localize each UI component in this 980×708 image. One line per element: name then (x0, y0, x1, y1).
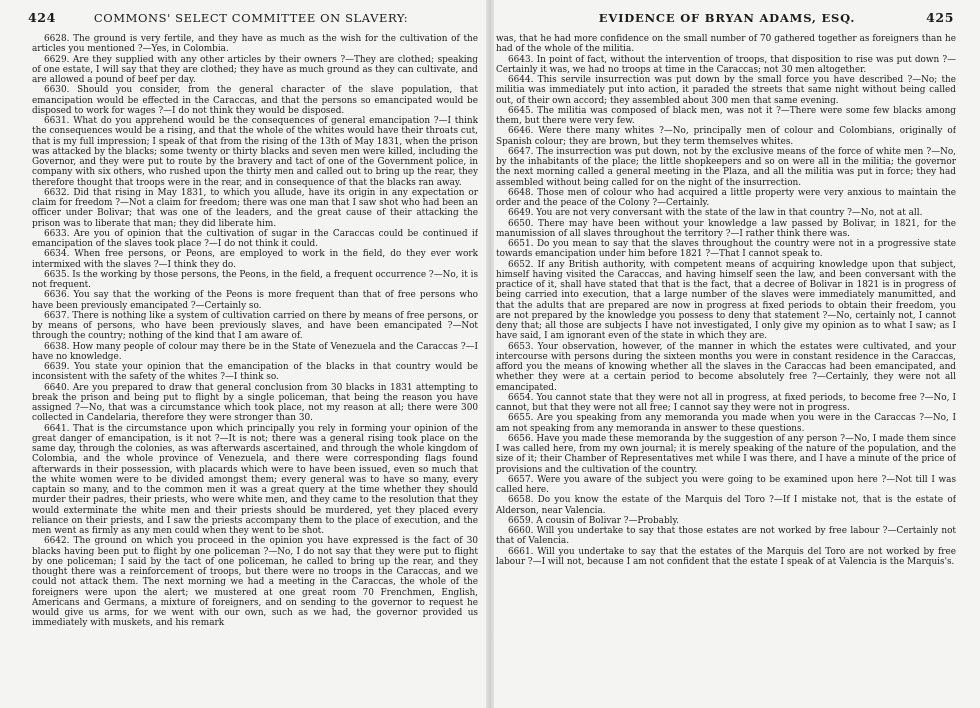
running-header (500, 10, 954, 26)
right-page (494, 0, 980, 708)
page-number: 425 (926, 10, 954, 25)
testimony-paragraph: 6644. This servile insurrection was put down by the small force you have described ?—No; the militia was immediately put into action, it paraded the streets that same night without being called out, of their own accord; they assembled about 300 men that same evening. (496, 75, 956, 106)
testimony-paragraph: 6661. Will you undertake to say that the estates of the Marquis del Toro are not worked by free labour ?—I will not, because I am not confident that the estate I speak of at Valencia is the Marquis's. (496, 546, 956, 567)
testimony-paragraph: 6635. Is the working by those persons, the Peons, in the field, a frequent occurrence ?—No, it is not frequent. (32, 269, 478, 290)
testimony-paragraph: 6631. What do you apprehend would be the consequences of general emancipation ?—I think the consequences would be a rising, and that the whole of the whites would have their throats cut, that is my full impression; I speak of that from the rising of the 13th of May 1831, when the prison was attacked by the blacks; some twenty or thirty blacks and seven men were killed, including the Governor, and they were put to route by the bravery and tact of one of the Government police, in company with six others, who rushed upon the thirty men and called out to bring up the rear, they therefore thought that troops were in the rear, and in consequence of that the blacks ran away. (32, 116, 478, 188)
testimony-paragraph: 6643. In point of fact, without the intervention of troops, that disposition to rise was put down ?—Certainly it was, we had no troops at time in the Caraccas; not 30 men altogether. (496, 54, 956, 75)
testimony-paragraph: 6641. That is the circumstance upon which principally you rely in forming your opinion of the great danger of emancipation, is it not ?—It is not; there was a general rising took place on the same day, through the colonies, as was afterwards ascertained, and through the whole kingdom of Colombia, and the whole province of Venezuela, and there were corresponding flags found afterwards in their possession, with placards which were to have been issued, even so much that the white women were to be divided amongst them; every general was to have so many, every captain so many, and to the common men it was a great query at the time whether they should murder their padres, their priests, who were white men, and they came to the resolution that they would exterminate the white men and their priests should be murdered, yet they placed every reliance on their priests, and I saw the priests accompany them to the place of execution, and the men went as firmly as any men could when they went to be shot. (32, 423, 478, 536)
testimony-paragraph: 6630. Should you consider, from the general character of the slave population, that emancipation would be effected in the Caraccas, and that the persons so emancipated would be disposed to work for wages ?—I do not think they would be disposed. (32, 85, 478, 116)
testimony-paragraph: 6648. Those men of colour who had acquired a little property were very anxious to maintain the order and the peace of the Colony ?—Certainly. (496, 187, 956, 208)
testimony-paragraph: 6658. Do you know the estate of the Marquis del Toro ?—If I mistake not, that is the estate of Alderson, near Valencia. (496, 495, 956, 516)
testimony-paragraph: was, that he had more confidence on the small number of 70 gathered together as foreigners than he had of the whole of the militia. (496, 34, 956, 55)
testimony-paragraph: 6638. How many people of colour may there be in the State of Venezuela and the Caraccas ?—I have no knowledge. (32, 341, 478, 362)
testimony-paragraph: 6652. If any British authority, with competent means of acquiring knowledge upon that subject, himself having visited the Caraccas, and having himself seen the law, and been conversant with the practice of it, shall have stated that that is the fact, that a decree of Bolivar in 1821 is in progress of being carried into execution, that a large number of the slaves were immediately manumitted, and that the adults that are prepared are now in progress at fixed periods to obtain their freedom, you are not prepared by the knowledge you possess to deny that statement ?—No, certainly not, I cannot deny that; all those are subjects I have not investigated, I only give my opinion as to what I saw; as I have said, I am ignorant even of the state in which they are. (496, 259, 956, 342)
testimony-paragraph: 6628. The ground is very fertile, and they have as much as the wish for the cultivation of the articles you mentioned ?—Yes, in Colombia. (32, 34, 478, 55)
testimony-paragraph: 6650. There may have been without your knowledge a law passed by Bolivar, in 1821, for the manumission of all slaves throughout the territory ?—I rather think there was. (496, 218, 956, 239)
page-body (496, 34, 956, 704)
testimony-paragraph: 6640. Are you prepared to draw that general conclusion from 30 blacks in 1831 attempting to break the prison and being put to flight by a single policeman, that being the reason you have assigned ?—No, that was a circumstance which took place, not my reason at all; there were 300 collected in Candelaria, therefore they were stronger than 30. (32, 382, 478, 424)
running-title: COMMONS' SELECT COMMITTEE ON SLAVERY: (93, 11, 409, 25)
testimony-paragraph: 6651. Do you mean to say that the slaves throughout the country were not in a progressive state towards emancipation under him before 1821 ?—That I cannot speak to. (496, 239, 956, 260)
testimony-paragraph: 6632. Did that rising in May 1831, to which you allude, have its origin in any expectation or claim for freedom ?—Not a claim for freedom; there was one man that I saw shot who had been an officer under Bolivar; that was one of the leaders, and the great cause of their attacking the prison was to liberate that man; they did liberate him. (32, 187, 478, 229)
page-number: 424 (28, 10, 56, 25)
testimony-paragraph: 6649. You are not very conversant with the state of the law in that country ?—No, not at all. (508, 208, 923, 219)
testimony-paragraph: 6654. You cannot state that they were not all in progress, at fixed periods, to become free ?—No, I cannot, but that they were not all free; I cannot say they were not in progress. (496, 392, 956, 413)
testimony-paragraph: 6657. Were you aware of the subject you were going to be examined upon here ?—Not till I was called here. (496, 474, 956, 495)
testimony-paragraph: 6656. Have you made these memoranda by the suggestion of any person ?—No, I made them since I was called here, from my own journal; it is merely speaking of the nature of the population, and the size of it; their Chamber of Representatives met while I was there, and I have a minute of the price of provisions and the cultivation of the country. (496, 433, 956, 475)
testimony-paragraph: 6655. Are you speaking from any memoranda you made when you were in the Caraccas ?—No, I am not speaking from any memoranda in answer to these questions. (496, 413, 956, 434)
testimony-paragraph: 6659. A cousin of Bolivar ?—Probably. (508, 515, 680, 526)
testimony-paragraph: 6633. Are you of opinion that the cultivation of sugar in the Caraccas could be continued if emancipation of the slaves took place ?—I do not think it could. (32, 228, 478, 249)
testimony-paragraph: 6637. There is nothing like a system of cultivation carried on there by means of free persons, or by means of persons, who have been previously slaves, and have been emancipated ?—Not through the country; nothing of the kind that I am aware of. (32, 310, 478, 342)
testimony-paragraph: 6639. You state your opinion that the emancipation of the blacks in that country would be inconsistent with the safety of the whites ?—I think so. (32, 362, 478, 383)
testimony-paragraph: 6634. When free persons, or Peons, are employed to work in the field, do they ever work intermixed with the slaves ?—I think they do. (32, 249, 478, 270)
testimony-paragraph: 6647. The insurrection was put down, not by the exclusive means of the force of white men ?—No, by the inhabitants of the place; the little shopkeepers and so on were all in the militia; the governor the next morning called a general meeting in the Plaza, and all the militia was put in force; they had assembled without being called for on the night of the insurrection. (496, 146, 956, 188)
running-header (28, 10, 474, 26)
testimony-paragraph: 6642. The ground on which you proceed in the opinion you have expressed is the fact of 30 blacks having been put to flight by one policeman ?—No, I do not say that they were put to flight by one policeman; I said by the tact of one policeman, he called to bring up the rear, and they thought there was a reinforcement of troops, but there were no troops in the Caraccas, and we could not attack them. The next morning we had a meeting in the Caraccas, the whole of the foreigners were upon the alert; we mustered at one great room 70 Frenchmen, English, Americans and Germans, a mixture of foreigners, and on sending to the governor to request he would give us arms, for we went with our own, such as we had, the governor provided us immediately with muskets, and his remark (32, 536, 478, 629)
testimony-paragraph: 6636. You say that the working of the Peons is more frequent than that of free persons who have been previously emancipated ?—Certainly so. (32, 290, 478, 311)
running-title: EVIDENCE OF BRYAN ADAMS, ESQ. (598, 11, 856, 25)
testimony-paragraph: 6653. Your observation, however, of the manner in which the estates were cultivated, and your intercourse with persons during the sixteen months you were in constant residence in the Caraccas, afford you the means of knowing whether all the slaves in the Caraccas had been emancipated, and whether they were at a certain period to become absolutely free ?—Certainly, they were not all emancipated. (496, 341, 956, 393)
testimony-paragraph: 6645. The militia was composed of black men, was not it ?—There were some few blacks among them, but there were very few. (496, 105, 956, 126)
testimony-paragraph: 6629. Are they supplied with any other articles by their owners ?—They are clothed; speaking of one estate, I will say that they are clothed; they have as much ground as they can cultivate, and are allowed a pound of beef per day. (32, 54, 478, 85)
testimony-paragraph: 6660. Will you undertake to say that those estates are not worked by free labour ?—Certainly not that of Valencia. (496, 526, 956, 547)
left-page (0, 0, 486, 708)
page-body (32, 34, 478, 704)
book-gutter (486, 0, 494, 708)
testimony-paragraph: 6646. Were there many whites ?—No, principally men of colour and Colombians, originally of Spanish colour; they are brown, but they term themselves whites. (496, 126, 956, 147)
